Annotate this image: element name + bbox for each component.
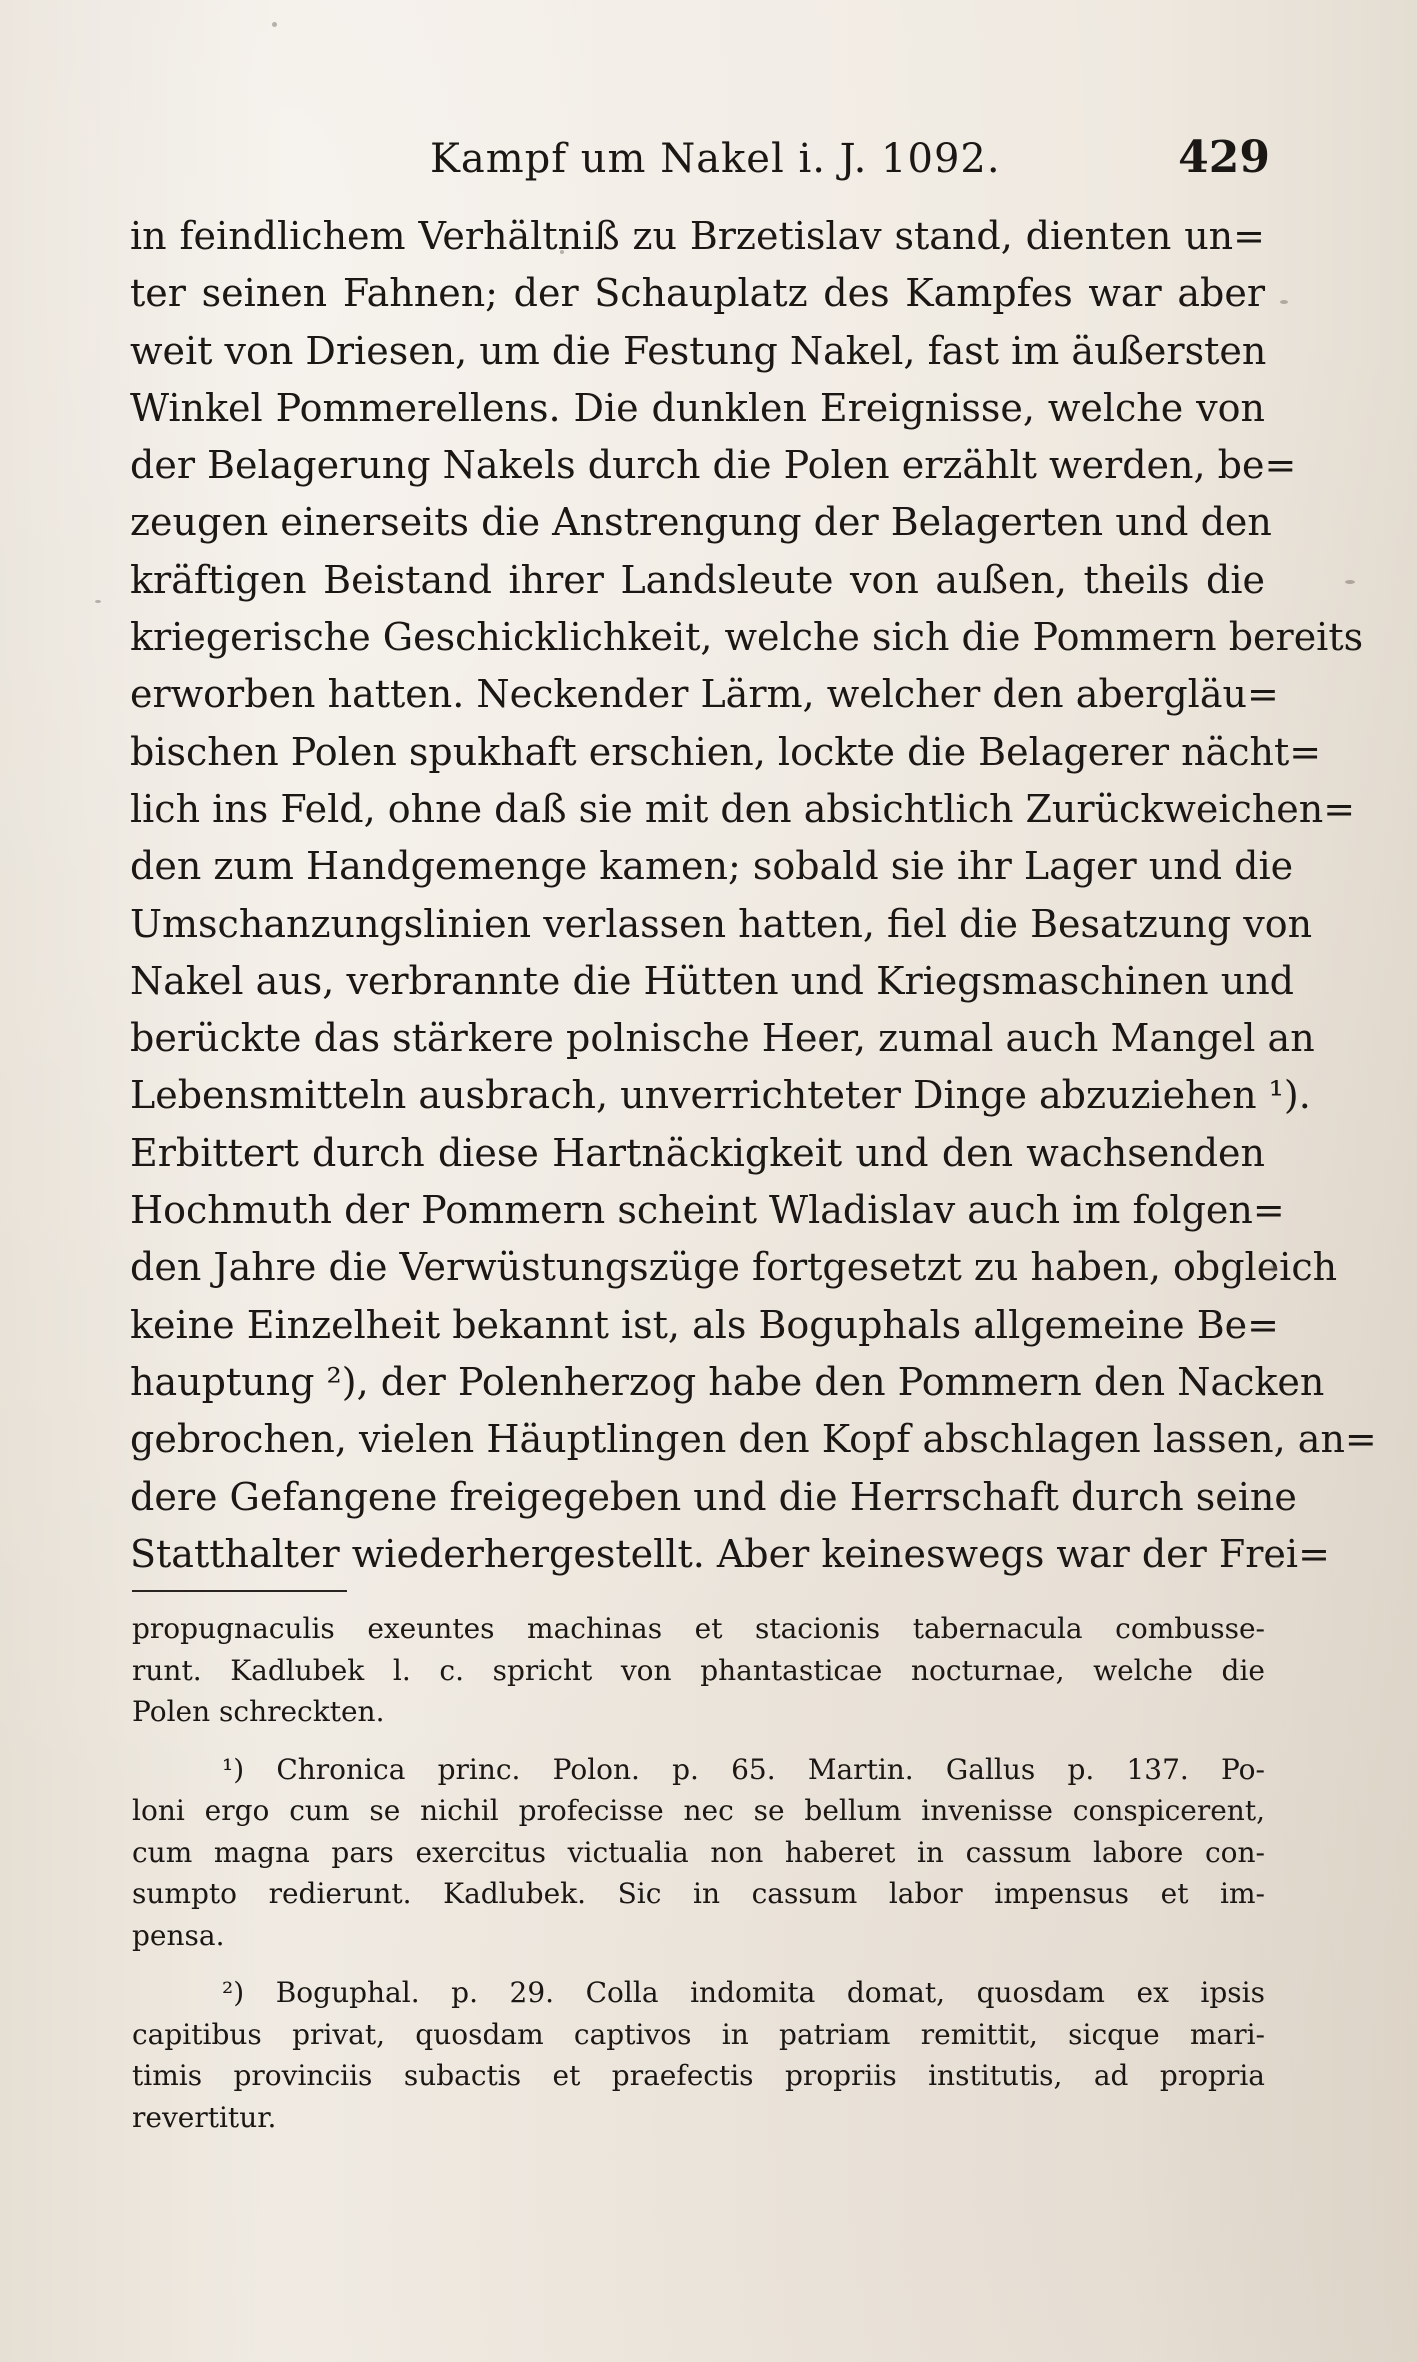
text-line: Umschanzungslinien verlassen hatten, fiel die Besatzung von xyxy=(130,901,1313,946)
footnote-1 xyxy=(132,1749,1265,1957)
text-line: bischen Polen spukhaft erschien, lockte die Belagerer nächt= xyxy=(130,729,1322,774)
footnote-line: timis provinciis subactis et praefectis propriis institutis, ad propria xyxy=(132,2059,1265,2092)
text-line: weit von Driesen, um die Festung Nakel, fast im äußersten xyxy=(130,328,1267,373)
text-line: gebrochen, vielen Häuptlingen den Kopf abschlagen lassen, an= xyxy=(130,1417,1377,1462)
paper-speck xyxy=(1280,300,1288,304)
text-line: der Belagerung Nakels durch die Polen erzählt werden, be= xyxy=(130,443,1297,488)
text-line: berückte das stärkere polnische Heer, zumal auch Mangel an xyxy=(130,1016,1315,1061)
footnote-line: sumpto redierunt. Kadlubek. Sic in cassum labor impensus et im- xyxy=(132,1877,1265,1910)
running-title: Kampf um Nakel i. J. 1092. xyxy=(430,136,1001,182)
footnote-line: ¹) Chronica princ. Polon. p. 65. Martin. Gallus p. 137. Po- xyxy=(222,1752,1265,1786)
footnote-line: propugnaculis exeuntes machinas et stacionis tabernacula combusse- xyxy=(132,1612,1265,1645)
main-text xyxy=(130,208,1377,1583)
running-head xyxy=(430,128,1270,188)
text-line: Statthalter wiederhergestellt. Aber keineswegs war der Frei= xyxy=(130,1531,1330,1576)
text-line: Lebensmitteln ausbrach, unverrichteter Dinge abzuziehen ¹). xyxy=(130,1073,1311,1118)
paper-speck xyxy=(272,22,277,27)
text-line: den Jahre die Verwüstungszüge fortgesetzt zu haben, obgleich xyxy=(130,1245,1338,1290)
footnote-gap xyxy=(132,1733,1265,1749)
paper-speck xyxy=(560,250,564,254)
text-line: Erbittert durch diese Hartnäckigkeit und den wachsenden xyxy=(130,1130,1265,1175)
text-line: erworben hatten. Neckender Lärm, welcher den abergläu= xyxy=(130,672,1279,717)
footnote-line: loni ergo cum se nichil profecisse nec se bellum invenisse conspicerent, xyxy=(132,1794,1265,1827)
footnote-line: revertitur. xyxy=(132,2100,277,2134)
text-line: kräftigen Beistand ihrer Landsleute von außen, theils die xyxy=(130,557,1265,602)
text-line: in feindlichem Verhältniß zu Brzetislav stand, dienten un= xyxy=(130,214,1265,258)
text-line: hauptung ²), der Polenherzog habe den Pommern den Nacken xyxy=(130,1359,1325,1404)
paper-speck xyxy=(1275,1565,1281,1568)
footnote-gap xyxy=(132,1956,1265,1972)
text-line: ter seinen Fahnen; der Schauplatz des Kampfes war aber xyxy=(130,271,1265,316)
page-number: 429 xyxy=(1178,132,1270,183)
text-line: Hochmuth der Pommern scheint Wladislav auch im folgen= xyxy=(130,1188,1285,1233)
paper-speck xyxy=(1270,1265,1277,1272)
text-line: zeugen einerseits die Anstrengung der Belagerten und den xyxy=(130,500,1272,545)
text-line: Nakel aus, verbrannte die Hütten und Kriegsmaschinen und xyxy=(130,958,1294,1003)
footnote-line: cum magna pars exercitus victualia non haberet in cassum labore con- xyxy=(132,1835,1265,1869)
footnote-separator xyxy=(132,1590,347,1592)
footnotes xyxy=(132,1608,1265,2138)
paper-speck xyxy=(95,600,101,603)
text-line: den zum Handgemenge kamen; sobald sie ihr Lager und die xyxy=(130,844,1294,889)
text-line: keine Einzelheit bekannt ist, als Boguphals allgemeine Be= xyxy=(130,1302,1279,1347)
footnote-continuation xyxy=(132,1608,1265,1733)
footnote-2 xyxy=(132,1972,1265,2138)
text-line: Winkel Pommerellens. Die dunklen Ereignisse, welche von xyxy=(130,385,1265,430)
footnote-line: pensa. xyxy=(132,1918,225,1952)
text-line: kriegerische Geschicklichkeit, welche sich die Pommern bereits xyxy=(130,615,1364,660)
text-line: dere Gefangene freigegeben und die Herrschaft durch seine xyxy=(130,1474,1297,1519)
footnote-line: Polen schreckten. xyxy=(132,1695,385,1728)
paper-speck xyxy=(1345,580,1355,584)
text-line: lich ins Feld, ohne daß sie mit den absichtlich Zurückweichen= xyxy=(130,786,1356,831)
footnote-line: ²) Boguphal. p. 29. Colla indomita domat, quosdam ex ipsis xyxy=(222,1976,1265,2009)
footnote-line: runt. Kadlubek l. c. spricht von phantasticae nocturnae, welche die xyxy=(132,1653,1265,1687)
footnote-line: capitibus privat, quosdam captivos in patriam remittit, sicque mari- xyxy=(132,2017,1265,2051)
